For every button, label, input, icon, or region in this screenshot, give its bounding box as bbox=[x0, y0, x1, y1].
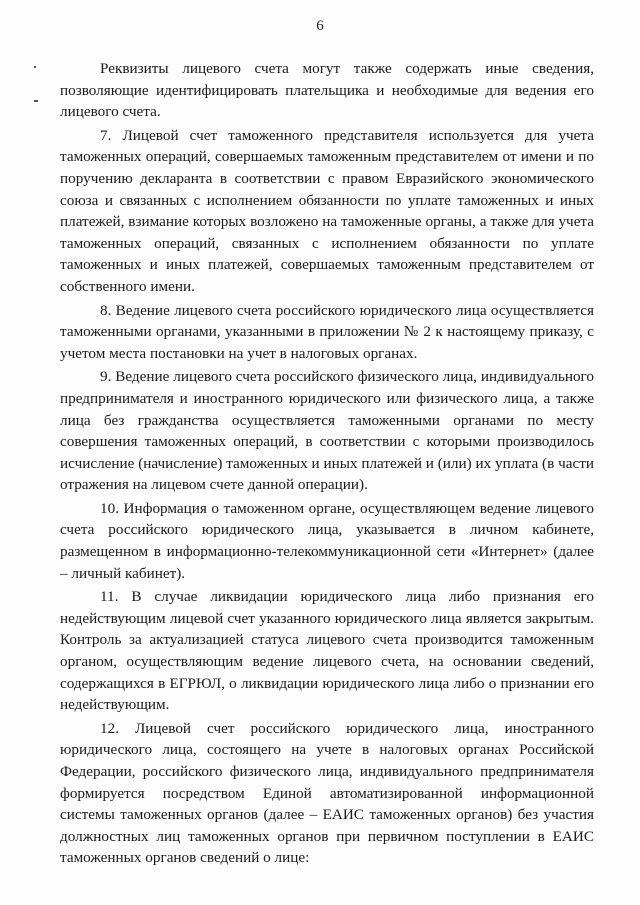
scan-mark bbox=[34, 66, 36, 68]
page-number: 6 bbox=[316, 18, 324, 34]
document-body bbox=[60, 58, 594, 871]
paragraph: 10. Информация о таможенном органе, осуществляющем ведение лицевого счета российского юридического лица, указывается в личном кабинете, размещенном в информационно-телекоммуникационной сети «Интернет» (далее – личный кабинет). bbox=[60, 499, 594, 582]
paragraph: Реквизиты лицевого счета могут также содержать иные сведения, позволяющие идентифицировать плательщика и необходимые для ведения его лицевого счета. bbox=[60, 60, 594, 121]
paragraph: 7. Лицевой счет таможенного представителя используется для учета таможенных операций, совершаемых таможенным представителем от имени и по поручению декларанта в соответствии с правом Евразийского экономического союза и связанных с исполнением обязанности по уплате таможенных и иных платежей, взимание которых возложено на таможенные органы, а также для учета таможенных операций, связанных с исполнением обязанности по уплате таможенных и иных платежей, совершаемых таможенным представителем от собственного имени. bbox=[60, 126, 594, 295]
paragraph: 12. Лицевой счет российского юридического лица, иностранного юридического лица, состоящего на учете в налоговых органах Российской Федерации, российского физического лица, индивидуального предпринимателя формируется посредством Единой автоматизированной информационной системы таможенных органов (далее – ЕАИС таможенных органов) без участия должностных лиц таможенных органов при первичном поступлении в ЕАИС таможенных органов сведений о лице: bbox=[60, 719, 594, 867]
paragraph: 9. Ведение лицевого счета российского физического лица, индивидуального предпринимателя и иностранного юридического или физического лица, а также лица без гражданства осуществляется таможенными органами по месту совершения таможенных операций, в соответствии с которыми производилось исчисление (начисление) таможенных и иных платежей и (или) их уплата (в части отражения на лицевом счете данной операции). bbox=[60, 368, 594, 494]
paragraph: 8. Ведение лицевого счета российского юридического лица осуществляется таможенными органами, указанными в приложении № 2 к настоящему приказу, с учетом места постановки на учет в налоговых органах. bbox=[60, 301, 594, 362]
scan-mark bbox=[34, 100, 38, 102]
paragraph: 11. В случае ликвидации юридического лица либо признания его недействующим лицевой счет указанного юридического лица является закрытым. Контроль за актуализацией статуса лицевого счета производится таможенным органом, осуществляющим ведение лицевого счета, на основании сведений, содержащихся в ЕГРЮЛ, о ликвидации юридического лица либо о признании его недействующим. bbox=[60, 588, 594, 714]
